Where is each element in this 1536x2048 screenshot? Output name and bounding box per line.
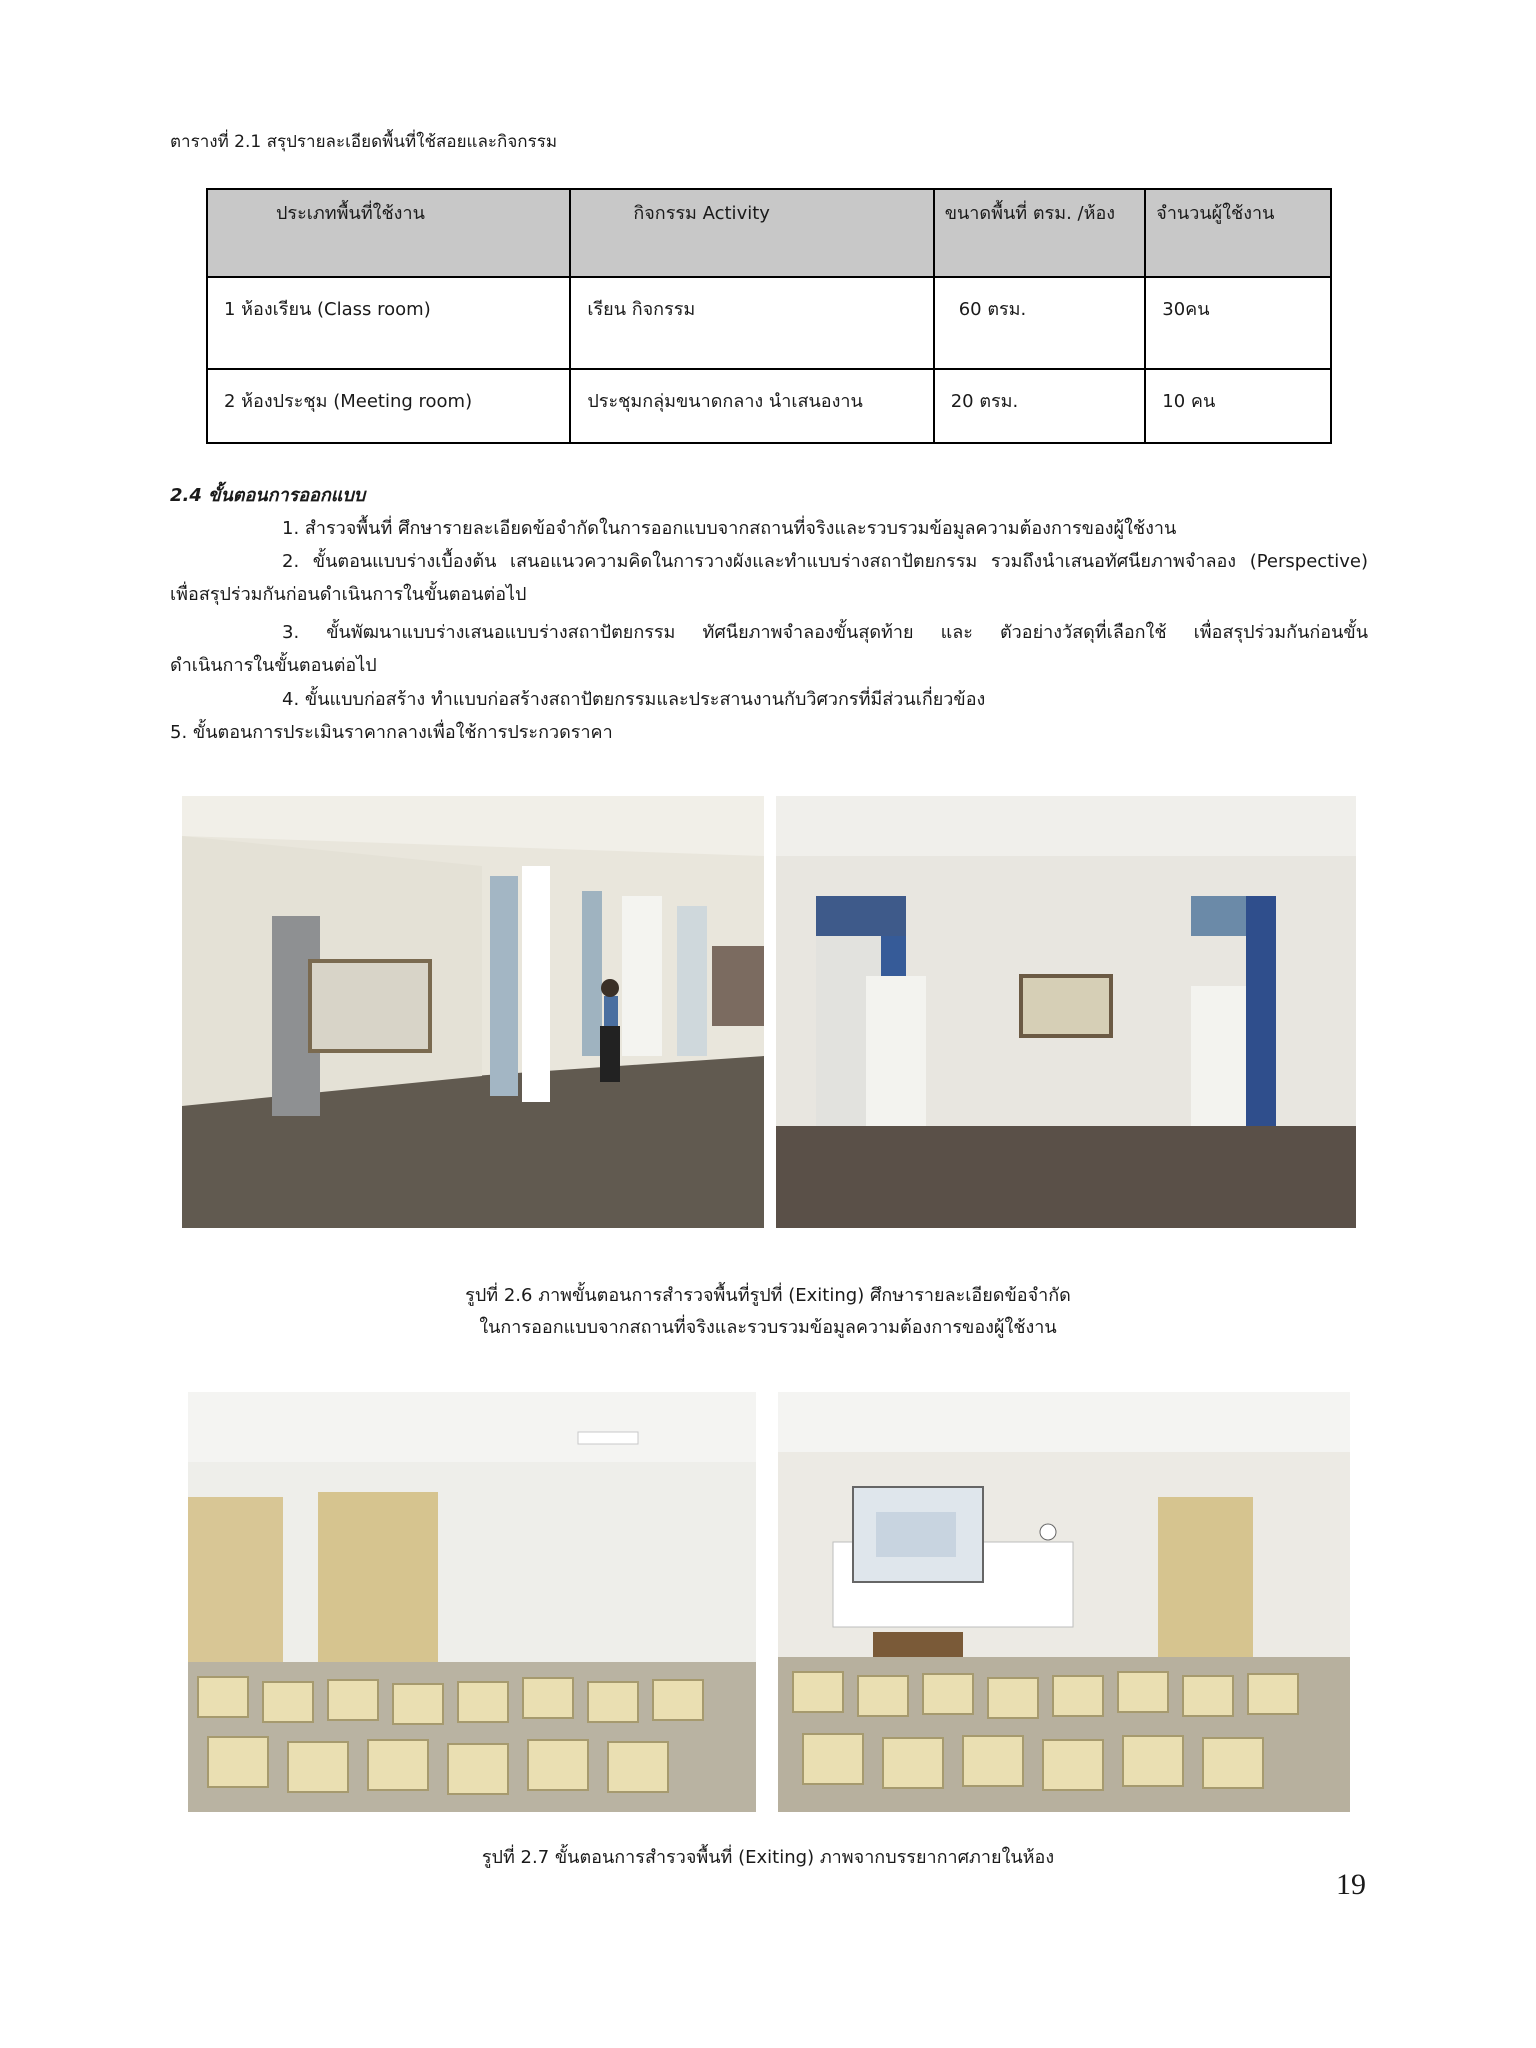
- table-cell: 2 ห้องประชุม (Meeting room): [207, 369, 570, 443]
- header-activity: กิจกรรม Activity: [570, 189, 933, 277]
- step-2-line-2: เพื่อสรุปร่วมกันก่อนดำเนินการในขั้นตอนต่อไป: [170, 584, 527, 605]
- table-cell: 20 ตรม.: [934, 369, 1146, 443]
- step-3-line-2: ดำเนินการในขั้นตอนต่อไป: [170, 655, 377, 676]
- step-3-line-1: 3. ขั้นพัฒนาแบบร่างเสนอแบบร่างสถาปัตยกรรม ทัศนียภาพจำลองขั้นสุดท้าย และ ตัวอย่างวัสดุที่เลือกใช้ เพื่อสรุปร่วมกันก่อนขั้น: [282, 622, 1368, 643]
- table-cell: ประชุมกลุ่มขนาดกลาง นำเสนองาน: [570, 369, 933, 443]
- header-space-type: ประเภทพื้นที่ใช้งาน: [207, 189, 570, 277]
- photo-wall-board: [776, 796, 1356, 1228]
- table-row: [207, 277, 1331, 369]
- page-number: 19: [1336, 1868, 1366, 1901]
- table-cell: 1 ห้องเรียน (Class room): [207, 277, 570, 369]
- section-heading: 2.4 ขั้นตอนการออกแบบ: [170, 485, 366, 506]
- header-users: จำนวนผู้ใช้งาน: [1145, 189, 1331, 277]
- step-4: 4. ขั้นแบบก่อสร้าง ทำแบบก่อสร้างสถาปัตยกรรมและประสานงานกับวิศวกรที่มีส่วนเกี่ยวข้อง: [282, 689, 986, 710]
- figure-2-6-caption-line-1: รูปที่ 2.6 ภาพขั้นตอนการสำรวจพื้นที่รูปที่ (Exiting) ศึกษารายละเอียดข้อจำกัด: [465, 1285, 1071, 1306]
- photo-classroom-screen: [778, 1392, 1350, 1812]
- table-cell: เรียน กิจกรรม: [570, 277, 933, 369]
- table-header-row: [207, 189, 1331, 277]
- table-cell: 60 ตรม.: [934, 277, 1146, 369]
- figure-2-7-caption: รูปที่ 2.7 ขั้นตอนการสำรวจพื้นที่ (Exiting) ภาพจากบรรยากาศภายในห้อง: [481, 1847, 1055, 1868]
- header-area: ขนาดพื้นที่ ตรม. /ห้อง: [934, 189, 1146, 277]
- table-caption: ตารางที่ 2.1 สรุปรายละเอียดพื้นที่ใช้สอยและกิจกรรม: [170, 132, 558, 152]
- step-2-line-1: 2. ขั้นตอนแบบร่างเบื้องต้น เสนอแนวความคิดในการวางผังและทำแบบร่างสถาปัตยกรรม รวมถึงนำเสนอทัศนียภาพจำลอง (Perspective): [282, 551, 1368, 572]
- photo-corridor-survey: [182, 796, 764, 1228]
- photo-classroom-chairs: [188, 1392, 756, 1812]
- figure-2-6-caption-line-2: ในการออกแบบจากสถานที่จริงและรวบรวมข้อมูลความต้องการของผู้ใช้งาน: [479, 1317, 1057, 1338]
- table-cell: 10 คน: [1145, 369, 1331, 443]
- table-cell: 30คน: [1145, 277, 1331, 369]
- step-5: 5. ขั้นตอนการประเมินราคากลางเพื่อใช้การประกวดราคา: [170, 722, 613, 743]
- table-row: [207, 369, 1331, 443]
- step-1: 1. สำรวจพื้นที่ ศึกษารายละเอียดข้อจำกัดในการออกแบบจากสถานที่จริงและรวบรวมข้อมูลความต้องการของผู้ใช้งาน: [282, 518, 1177, 539]
- space-activity-table: [206, 188, 1332, 444]
